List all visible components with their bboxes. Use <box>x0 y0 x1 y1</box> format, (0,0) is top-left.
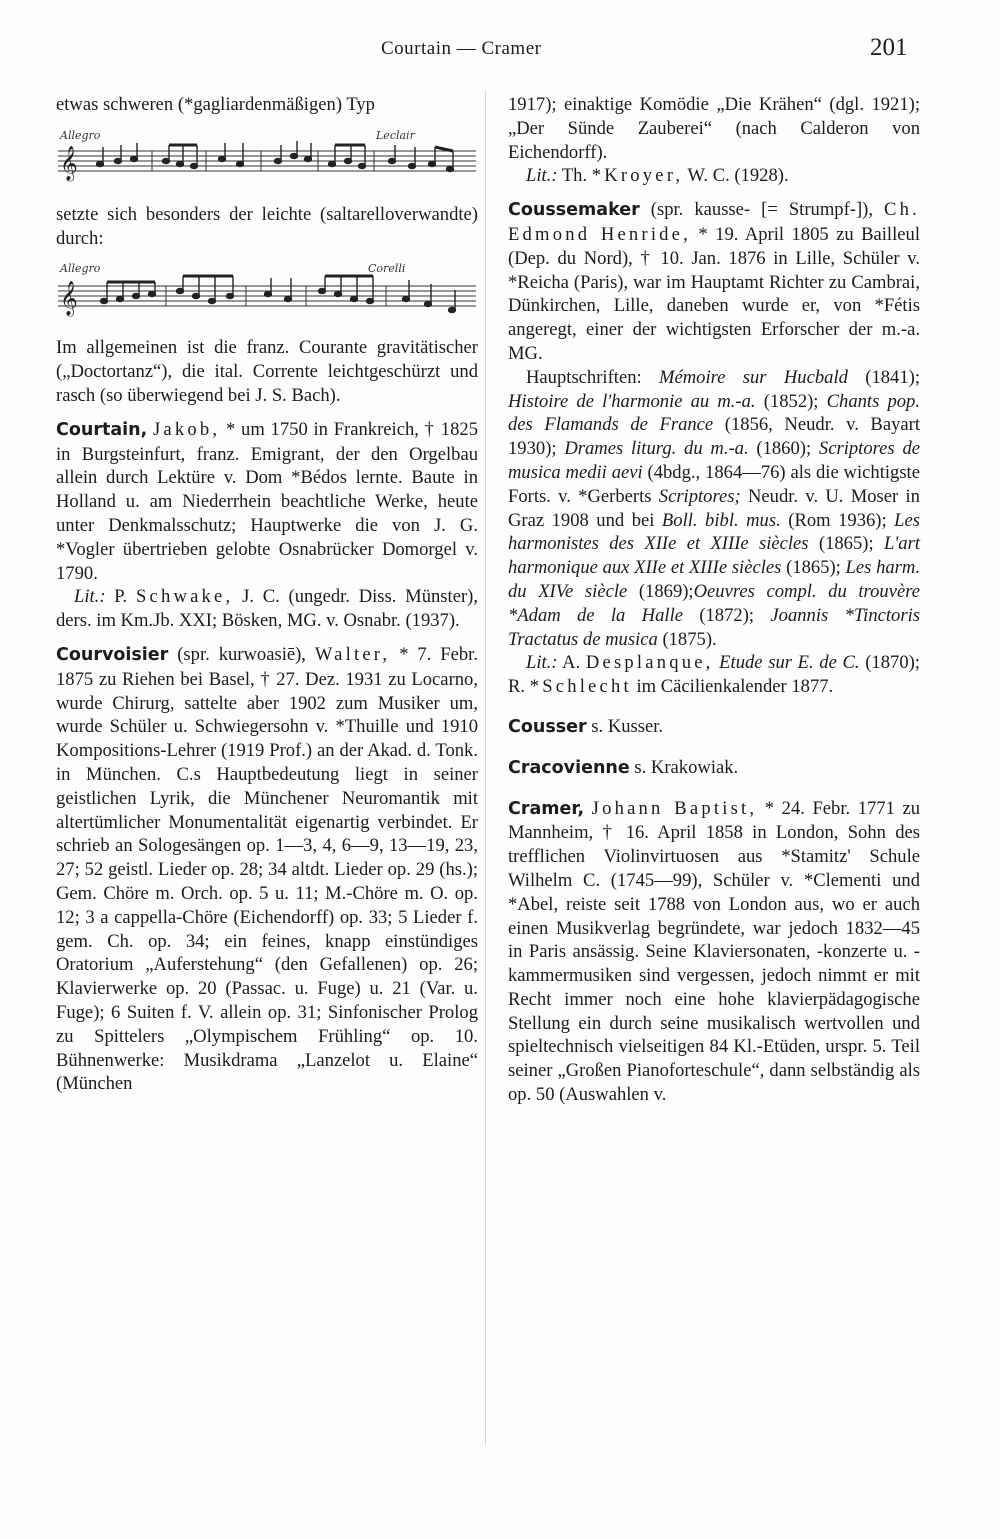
column-divider <box>485 90 486 1445</box>
writing-title: Boll. bibl. mus. <box>661 509 781 531</box>
lit-author: *Kroyer, <box>591 165 684 187</box>
lit-title: Etude sur E. de C. <box>713 652 860 674</box>
writing-title: Chants pop. des Flamands de France <box>508 390 920 436</box>
entry-cramer <box>508 797 920 1107</box>
cross-reference: s. Kusser. <box>586 715 664 737</box>
entry-coussemaker <box>508 198 920 366</box>
entry-text: * 24. Febr. 1771 zu Mannheim, † 16. April 1858 in London, Sohn des trefflichen Violinvirtuosen aus *Stamitz' Schule Wilhelm C. (1745—99), Schüler v. *Clementi und *Abel, reiste seit 1788 von London aus, wo er auch einen Musikverlag begründete, war jedoch 1832—45 in Paris ansässig. Seine Klaviersonaten, -konzerte u. -kammermusiken sind vergessen, jedoch nimmt er mit Recht immer noch eine hohe klavierpädagogische Stellung ein durch seine musikalisch wertvollen und spieltechnisch vielseitigen 84 Kl.-Etüden, urspr. 5. Teil seiner „Großen Pianoforteschule“, dann selbständig als op. 50 (Auswahlen v. <box>508 797 920 1106</box>
writing-title: Les harm. du XIVe siècle <box>508 557 920 602</box>
headword: Courvoisier <box>56 644 169 665</box>
lit-text: Th. <box>557 165 592 187</box>
page-header <box>0 36 1000 66</box>
lit-author: Desplanque, <box>585 652 714 674</box>
pronunciation: (spr. kurwoasiē), <box>168 643 315 665</box>
writings-text: (1865); <box>808 533 884 555</box>
saltarello-text: setzte sich besonders der leichte (saltarelloverwandte) durch: <box>56 203 478 249</box>
lit-text: P. <box>105 586 136 608</box>
writings-text: Neudr. v. U. Moser in Graz 1908 und bei <box>508 485 920 531</box>
music-tempo: Allegro <box>60 262 101 276</box>
literature-courtain <box>56 585 478 633</box>
lit-text: (1870); R. <box>508 652 920 698</box>
entry-text: * 19. April 1805 zu Bailleul (Dep. du Nord), † 10. Jan. 1876 in Lille, Schüler v. *Reicha (Paris), war im Hauptamt Richter zu Cambrai, Dünkirchen, Lille, daneben wurde er, von *Fétis angeregt, einer der wichtigsten Erforscher der m.-a. MG. <box>508 223 920 364</box>
writing-title: Scriptores de musica medii aevi <box>508 438 920 483</box>
writings-text: (1856, Neudr. v. Bayart 1930); <box>508 414 920 460</box>
entry-text: * 7. Febr. 1875 zu Riehen bei Basel, † 27. Dez. 1931 zu Locarno, wurde Chirurg, sattelte aber 1902 zum Musiker um, wurde Schüler u. Schwiegersohn v. *Thuille und 1910 Kompositions-Lehrer (1919 Prof.) an der Akad. d. Tonk. in München. C.s Hauptbedeutung liegt in seiner geistlichen Lyrik, die Münchener Neuromantik mit altertümlicher Monumentalität eigenartig verbindet. Er schrieb an Sologesängen op. 1—3, 4, 6—9, 13—19, 23, 27; 52 geistl. Lieder op. 28; 34 altdt. Lieder op. 29 (hs.); Gem. Chöre m. Orch. op. 5 u. 11; M.-Chöre m. O. op. 12; 3 a cappella-Chöre (Eichendorff) op. 33; 5 Lieder f. gem. Ch. op. 34; ein feines, knapp einstündiges Oratorium „Auferstehung“ (den Gefallenen) op. 26; Klavierwerke op. 20 (Passac. u. Fuge) u. 21 (Var. u. Fuge); 6 Suiten f. V. allein op. 31; Sinfonischer Prolog zu Spittelers „Olympischem Frühling“ op. 10. Bühnenwerke: Musikdrama „Lanzelot u. Elaine“ (München <box>56 643 478 1095</box>
entry-cracovienne <box>508 756 920 781</box>
music-tempo: Allegro <box>60 128 101 142</box>
writings-text: (1869); <box>627 580 694 602</box>
writings-text: Hauptschriften: <box>526 366 659 388</box>
lit-label: Lit.: <box>526 652 558 674</box>
lit-text: J. C. (ungedr. Diss. Münster), ders. im Km.Jb. XXI; Bösken, MG. v. Osnabr. (1937). <box>56 586 478 632</box>
person-name: Johann Baptist, <box>591 797 758 819</box>
entry-cousser <box>508 715 920 740</box>
writing-title: Oeuvres compl. du trouvère *Adam de la Halle <box>508 580 920 626</box>
right-column <box>508 93 920 1107</box>
lit-label: Lit.: <box>74 586 106 608</box>
writings-text: (1875). <box>657 628 717 650</box>
lit-text: im Cäcilienkalender 1877. <box>631 676 834 698</box>
writings-text: (1865); <box>781 557 846 579</box>
svg-text:𝄞: 𝄞 <box>60 281 78 317</box>
writing-title: Mémoire sur Hucbald <box>659 366 848 388</box>
writings-text: (1841); <box>847 366 920 388</box>
headword: Coussemaker <box>508 200 640 221</box>
running-title: Courtain — Cramer <box>381 38 542 59</box>
entry-text: * um 1750 in Frankreich, † 1825 in Burgsteinfurt, franz. Emigrant, der den Orgelbau allein durch Lektüre v. Dom *Bédos lernte. Baute in Holland u. am Niederrhein beachtliche Werke, heute unter Denkmalsschutz; Hauptwerke die von J. G. *Vogler übertrieben gelobte Osnabrücker Domorgel v. 1790. <box>56 418 478 584</box>
headword: Cramer, <box>508 798 585 819</box>
lit-text: A. <box>557 652 586 674</box>
galliard-type-text: etwas schweren (*gagliardenmäßigen) Typ <box>56 94 375 115</box>
music-composer: Leclair <box>376 128 415 142</box>
writing-title: Joannis *Tinctoris Tractatus de musica <box>508 604 920 650</box>
headword: Cousser <box>508 716 587 737</box>
cross-reference: s. Krakowiak. <box>629 756 739 778</box>
music-composer: Corelli <box>368 262 406 276</box>
person-name: Ch. Edmond Henride, <box>508 199 920 245</box>
courante-comparison-text: Im allgemeinen ist die franz. Courante gravitätischer („Doctortanz“), die ital. Corrente leichtgeschürzt und rasch (so überwiegend bei J. S. Bach). <box>56 337 478 406</box>
writings-text: (1872); <box>682 604 771 626</box>
page-number: 201 <box>870 34 908 61</box>
headword: Courtain, <box>56 419 148 440</box>
writing-title: Drames liturg. du m.-a. <box>564 438 749 460</box>
entry-courvoisier <box>56 643 478 1096</box>
main-writings-coussemaker <box>508 366 920 652</box>
writings-text: (Rom 1936); <box>780 509 895 531</box>
svg-text:𝄞: 𝄞 <box>60 145 78 181</box>
lit-author: *Schlecht <box>529 676 632 698</box>
literature-courvoisier <box>508 164 920 188</box>
writing-title: Histoire de l'harmonie au m.-a. <box>508 390 756 412</box>
lit-label: Lit.: <box>526 165 558 187</box>
courvoisier-continuation: 1917); einaktige Komödie „Die Krähen“ (dgl. 1921); „Der Sünde Zauberei“ (nach Calderon von Eichendorff). <box>508 94 920 163</box>
headword: Cracovienne <box>508 757 630 778</box>
writing-title: Les harmonistes des XIIe et XIIIe siècles <box>508 509 920 555</box>
lit-text: W. C. (1928). <box>683 165 789 187</box>
literature-coussemaker <box>508 651 920 699</box>
lit-author: Schwake, <box>135 586 234 608</box>
writings-text: (1860); <box>748 438 819 460</box>
writing-title: Scriptores; <box>658 485 741 507</box>
writings-text: (4bdg., 1864—76) als die wichtigste Forts. v. *Gerberts <box>508 461 920 507</box>
writing-title: L'art harmonique aux XIIe et XIIIe siècles <box>508 533 920 579</box>
pronunciation: (spr. kausse- [= Strumpf-]), <box>639 199 885 221</box>
music-example-leclair <box>56 127 478 191</box>
writings-text: (1852); <box>755 390 827 412</box>
entry-courtain <box>56 418 478 586</box>
person-name: Jakob, <box>153 418 221 440</box>
left-column <box>56 93 478 1096</box>
music-example-corelli <box>56 260 478 324</box>
person-name: Walter, <box>314 643 391 665</box>
